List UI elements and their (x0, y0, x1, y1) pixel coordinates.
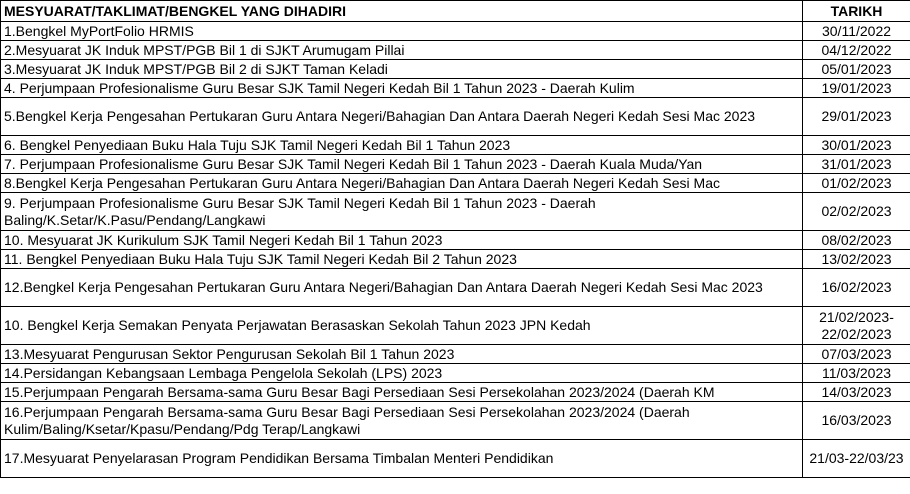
table-row (1, 22, 910, 41)
activity-cell[interactable]: 10. Mesyuarat JK Kurikulum SJK Tamil Negeri Kedah Bil 1 Tahun 2023 (1, 231, 803, 250)
activity-cell[interactable]: 7. Perjumpaan Profesionalisme Guru Besar SJK Tamil Negeri Kedah Bil 1 Tahun 2023 - Daerah Kuala Muda/Yan (1, 155, 803, 174)
table-row (1, 383, 910, 402)
table-row (1, 174, 910, 193)
date-cell[interactable]: 04/12/2022 (803, 41, 910, 60)
activity-cell[interactable]: 16.Perjumpaan Pengarah Bersama-sama Guru Besar Bagi Persediaan Sesi Persekolahan 2023/2024 (Daerah Kulim/Baling/Ksetar/Kpasu/Pendang/Pdg Terap/Langkawi (1, 402, 803, 440)
table-body (1, 22, 910, 478)
date-cell[interactable]: 29/01/2023 (803, 98, 910, 136)
date-cell[interactable]: 21/02/2023-22/02/2023 (803, 307, 910, 345)
header-date[interactable]: TARIKH (803, 1, 910, 22)
header-row (1, 1, 910, 22)
activity-cell[interactable]: 8.Bengkel Kerja Pengesahan Pertukaran Guru Antara Negeri/Bahagian Dan Antara Daerah Negeri Kedah Sesi Mac (1, 174, 803, 193)
activity-cell[interactable]: 15.Perjumpaan Pengarah Bersama-sama Guru Besar Bagi Persediaan Sesi Persekolahan 2023/2024 (Daerah KM (1, 383, 803, 402)
table-row (1, 345, 910, 364)
table-row (1, 307, 910, 345)
date-cell[interactable]: 02/02/2023 (803, 193, 910, 231)
table-row (1, 98, 910, 136)
table-row (1, 269, 910, 307)
table-row (1, 41, 910, 60)
date-cell[interactable]: 30/01/2023 (803, 136, 910, 155)
activity-cell[interactable]: 6. Bengkel Penyediaan Buku Hala Tuju SJK Tamil Negeri Kedah Bil 1 Tahun 2023 (1, 136, 803, 155)
date-cell[interactable]: 11/03/2023 (803, 364, 910, 383)
table-row (1, 79, 910, 98)
activity-cell[interactable]: 13.Mesyuarat Pengurusan Sektor Pengurusan Sekolah Bil 1 Tahun 2023 (1, 345, 803, 364)
activity-cell[interactable]: 14.Persidangan Kebangsaan Lembaga Pengelola Sekolah (LPS) 2023 (1, 364, 803, 383)
table-row (1, 364, 910, 383)
activity-cell[interactable]: 12.Bengkel Kerja Pengesahan Pertukaran Guru Antara Negeri/Bahagian Dan Antara Daerah Negeri Kedah Sesi Mac 2023 (1, 269, 803, 307)
table-row (1, 60, 910, 79)
date-cell[interactable]: 05/01/2023 (803, 60, 910, 79)
date-cell[interactable]: 08/02/2023 (803, 231, 910, 250)
date-cell[interactable]: 01/02/2023 (803, 174, 910, 193)
date-cell[interactable]: 13/02/2023 (803, 250, 910, 269)
table-row (1, 136, 910, 155)
date-cell[interactable]: 30/11/2022 (803, 22, 910, 41)
activity-cell[interactable]: 1.Bengkel MyPortFolio HRMIS (1, 22, 803, 41)
activity-cell[interactable]: 2.Mesyuarat JK Induk MPST/PGB Bil 1 di SJKT Arumugam Pillai (1, 41, 803, 60)
date-cell[interactable]: 14/03/2023 (803, 383, 910, 402)
date-cell[interactable]: 16/03/2023 (803, 402, 910, 440)
table-row (1, 440, 910, 478)
activity-cell[interactable]: 3.Mesyuarat JK Induk MPST/PGB Bil 2 di SJKT Taman Keladi (1, 60, 803, 79)
activity-cell[interactable]: 17.Mesyuarat Penyelarasan Program Pendidikan Bersama Timbalan Menteri Pendidikan (1, 440, 803, 478)
date-cell[interactable]: 07/03/2023 (803, 345, 910, 364)
table-row (1, 231, 910, 250)
activity-cell[interactable]: 9. Perjumpaan Profesionalisme Guru Besar SJK Tamil Negeri Kedah Bil 1 Tahun 2023 - Daerah Baling/K.Setar/K.Pasu/Pendang/Langkawi (1, 193, 803, 231)
date-cell[interactable]: 16/02/2023 (803, 269, 910, 307)
table-row (1, 193, 910, 231)
table-row (1, 155, 910, 174)
date-cell[interactable]: 31/01/2023 (803, 155, 910, 174)
activity-cell[interactable]: 10. Bengkel Kerja Semakan Penyata Perjawatan Berasaskan Sekolah Tahun 2023 JPN Kedah (1, 307, 803, 345)
date-cell[interactable]: 19/01/2023 (803, 79, 910, 98)
table-row (1, 250, 910, 269)
activity-cell[interactable]: 11. Bengkel Penyediaan Buku Hala Tuju SJK Tamil Negeri Kedah Bil 2 Tahun 2023 (1, 250, 803, 269)
activity-cell[interactable]: 5.Bengkel Kerja Pengesahan Pertukaran Guru Antara Negeri/Bahagian Dan Antara Daerah Negeri Kedah Sesi Mac 2023 (1, 98, 803, 136)
table-row (1, 402, 910, 440)
header-activity[interactable]: MESYUARAT/TAKLIMAT/BENGKEL YANG DIHADIRI (1, 1, 803, 22)
date-cell[interactable]: 21/03-22/03/23 (803, 440, 910, 478)
activity-cell[interactable]: 4. Perjumpaan Profesionalisme Guru Besar SJK Tamil Negeri Kedah Bil 1 Tahun 2023 - Daerah Kulim (1, 79, 803, 98)
